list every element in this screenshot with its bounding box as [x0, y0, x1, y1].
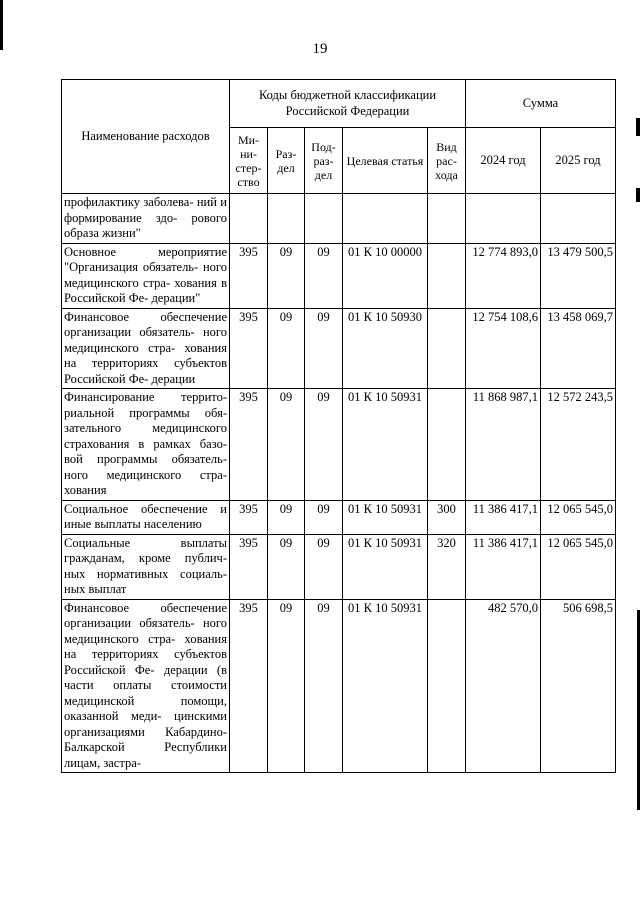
row-expense-type — [428, 243, 466, 308]
row-sum-2024 — [466, 194, 541, 244]
col-header-name: Наименование расходов — [62, 80, 230, 194]
row-name: Финансовое обеспечение организации обязатель- ного медицинского стра- хования на территориях субъектов Российской Фе- дерации — [62, 308, 230, 389]
row-subsection: 09 — [305, 389, 343, 501]
row-target: 01 К 10 00000 — [343, 243, 428, 308]
row-ministry: 395 — [230, 389, 268, 501]
col-header-subsection: Под- раз- дел — [305, 128, 343, 194]
row-sum-2024: 11 386 417,1 — [466, 534, 541, 599]
scan-edge-mark — [636, 188, 640, 202]
row-ministry: 395 — [230, 308, 268, 389]
row-subsection: 09 — [305, 243, 343, 308]
row-target: 01 К 10 50931 — [343, 500, 428, 534]
scan-edge-mark — [636, 118, 640, 136]
row-name: профилактику заболева- ний и формирование здо- рового образа жизни" — [62, 194, 230, 244]
budget-table — [61, 79, 616, 773]
row-sum-2025: 12 572 243,5 — [541, 389, 616, 501]
page-number: 19 — [312, 41, 328, 57]
table-row — [62, 194, 616, 244]
row-section — [268, 194, 305, 244]
col-header-expense-type: Вид рас- хода — [428, 128, 466, 194]
row-name: Основное мероприятие "Организация обязатель- ного медицинского стра- хования в Российской Фе- дерации" — [62, 243, 230, 308]
row-expense-type — [428, 194, 466, 244]
row-expense-type: 320 — [428, 534, 466, 599]
table-row — [62, 500, 616, 534]
row-ministry: 395 — [230, 534, 268, 599]
row-section: 09 — [268, 389, 305, 501]
row-section: 09 — [268, 243, 305, 308]
col-header-2024: 2024 год — [466, 128, 541, 194]
col-header-2025: 2025 год — [541, 128, 616, 194]
row-expense-type — [428, 389, 466, 501]
row-subsection: 09 — [305, 308, 343, 389]
col-header-target: Целевая статья — [343, 128, 428, 194]
table-row — [62, 389, 616, 501]
row-target: 01 К 10 50931 — [343, 534, 428, 599]
row-section: 09 — [268, 599, 305, 773]
row-expense-type — [428, 308, 466, 389]
row-section: 09 — [268, 500, 305, 534]
row-sum-2025: 13 479 500,5 — [541, 243, 616, 308]
table-row — [62, 599, 616, 773]
row-name: Социальные выплаты гражданам, кроме публич- ных нормативных социаль- ных выплат — [62, 534, 230, 599]
table-row — [62, 308, 616, 389]
row-target: 01 К 10 50931 — [343, 389, 428, 501]
row-subsection: 09 — [305, 534, 343, 599]
row-expense-type — [428, 599, 466, 773]
row-subsection: 09 — [305, 500, 343, 534]
row-sum-2025: 13 458 069,7 — [541, 308, 616, 389]
row-ministry — [230, 194, 268, 244]
row-sum-2025: 12 065 545,0 — [541, 534, 616, 599]
row-sum-2025: 506 698,5 — [541, 599, 616, 773]
row-subsection — [305, 194, 343, 244]
row-sum-2025: 12 065 545,0 — [541, 500, 616, 534]
row-ministry: 395 — [230, 500, 268, 534]
row-ministry: 395 — [230, 599, 268, 773]
row-name: Финансирование террито- риальной программы обя- зательного медицинского страхования в рамках базо- вой программы обязатель- ного медицинского стра- хования — [62, 389, 230, 501]
col-header-codes: Коды бюджетной классификации Российской Федерации — [230, 80, 466, 128]
row-section: 09 — [268, 534, 305, 599]
row-name: Финансовое обеспечение организации обязатель- ного медицинского стра- хования на территориях субъектов Российской Фе- дерации (в части оплаты стоимости медицинской помощи, оказанной меди- цинскими организациями Кабардино-Балкарской Республики лицам, застра- — [62, 599, 230, 773]
row-sum-2024: 482 570,0 — [466, 599, 541, 773]
table-row — [62, 243, 616, 308]
row-subsection: 09 — [305, 599, 343, 773]
row-ministry: 395 — [230, 243, 268, 308]
col-header-ministry: Ми- ни- стер- ство — [230, 128, 268, 194]
row-sum-2025 — [541, 194, 616, 244]
row-sum-2024: 11 386 417,1 — [466, 500, 541, 534]
row-sum-2024: 11 868 987,1 — [466, 389, 541, 501]
row-name: Социальное обеспечение и иные выплаты населению — [62, 500, 230, 534]
row-section: 09 — [268, 308, 305, 389]
row-target — [343, 194, 428, 244]
row-sum-2024: 12 754 108,6 — [466, 308, 541, 389]
row-expense-type: 300 — [428, 500, 466, 534]
table-row — [62, 534, 616, 599]
row-target: 01 К 10 50930 — [343, 308, 428, 389]
row-sum-2024: 12 774 893,0 — [466, 243, 541, 308]
col-header-sum: Сумма — [466, 80, 616, 128]
col-header-section: Раз- дел — [268, 128, 305, 194]
row-target: 01 К 10 50931 — [343, 599, 428, 773]
